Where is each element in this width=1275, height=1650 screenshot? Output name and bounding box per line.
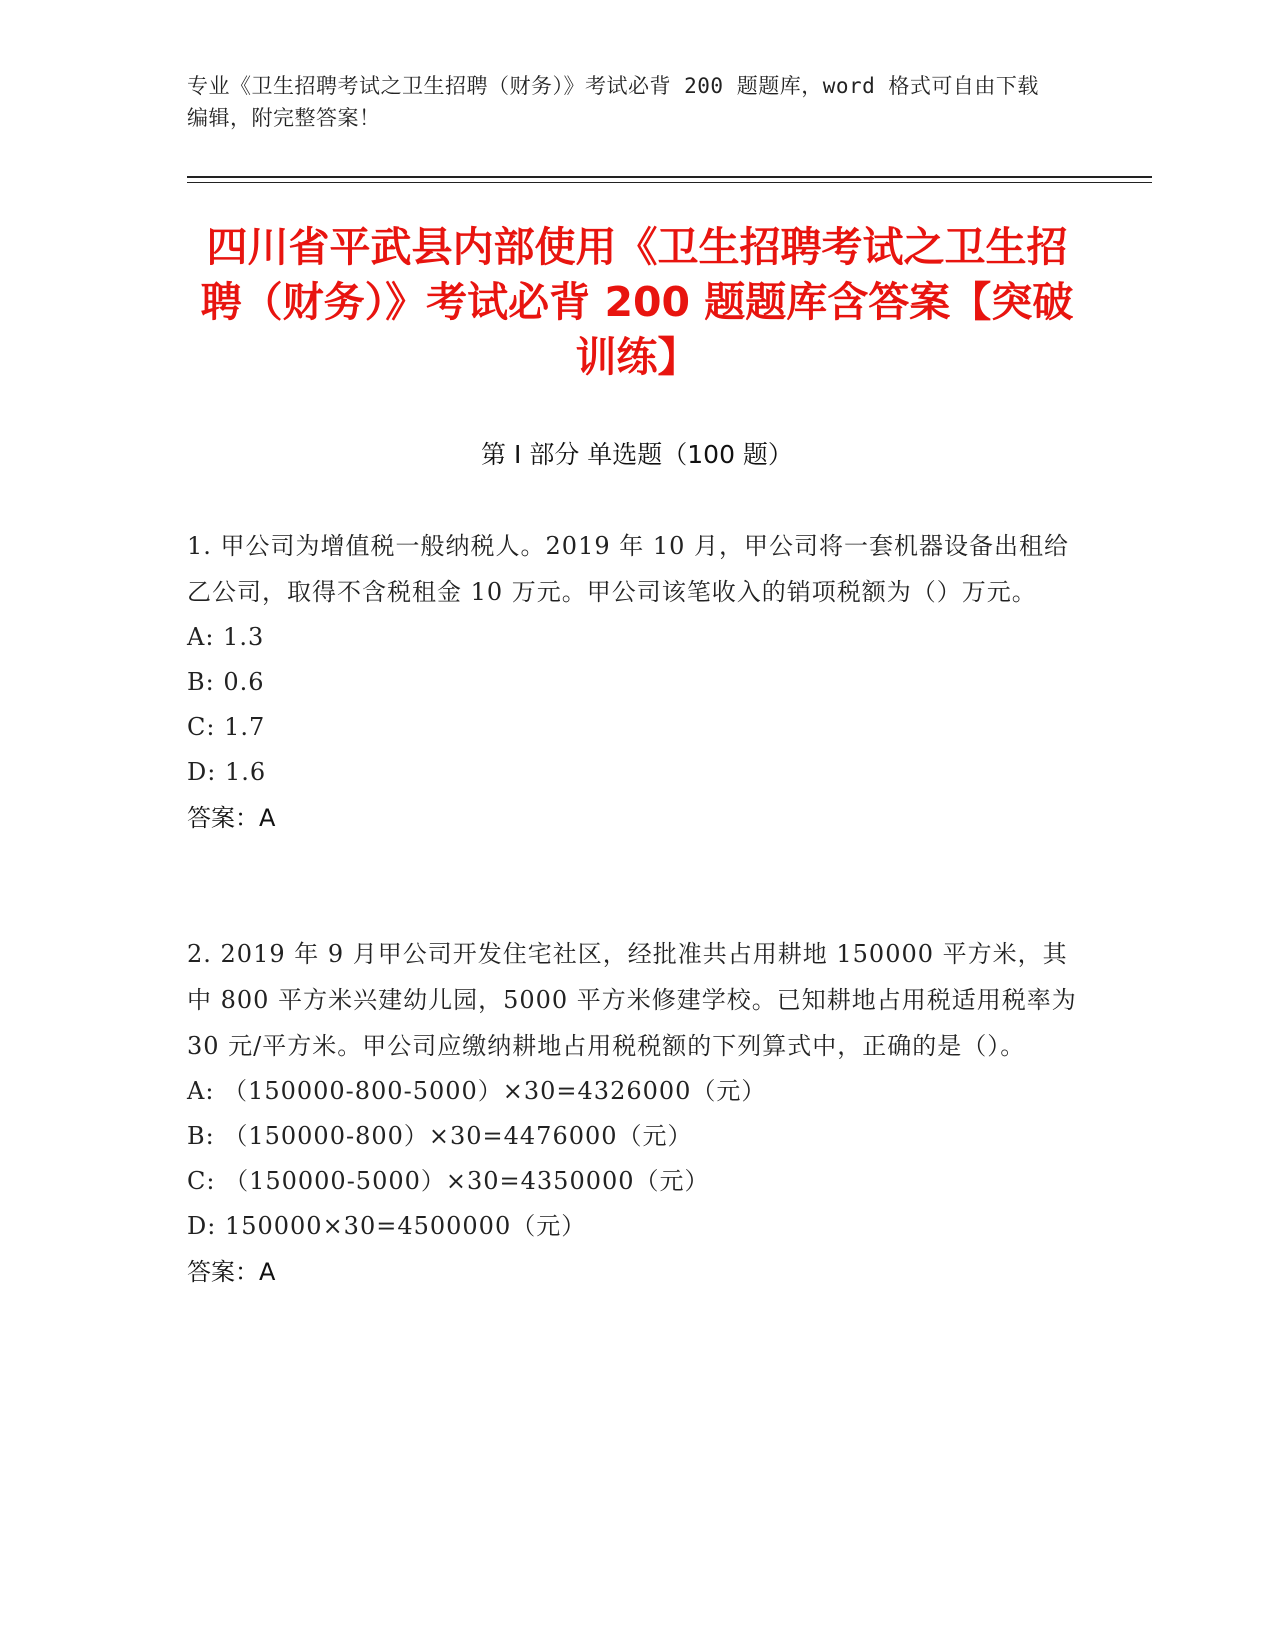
document-title: 四川省平武县内部使用《卫生招聘考试之卫生招聘（财务）》考试必背 200 题题库含答案【突破训练】 bbox=[200, 223, 1074, 381]
section-heading: 第 I 部分 单选题（100 题） bbox=[481, 440, 793, 469]
option-b: B: 0.6 bbox=[187, 668, 265, 696]
header-note: 专业《卫生招聘考试之卫生招聘（财务）》考试必背 200 题题库，word 格式可自由下载编辑，附完整答案！ bbox=[187, 74, 1039, 130]
question-1 bbox=[187, 523, 1087, 841]
option-b: B: （150000-800）×30=4476000（元） bbox=[187, 1122, 693, 1150]
option-c: C: （150000-5000）×30=4350000（元） bbox=[187, 1167, 710, 1195]
option-d: D: 1.6 bbox=[187, 758, 267, 786]
header-divider-thin bbox=[187, 182, 1152, 183]
option-a: A: 1.3 bbox=[187, 623, 265, 651]
question-2 bbox=[187, 931, 1087, 1295]
answer-line: 答案：A bbox=[187, 804, 276, 832]
question-stem: 2. 2019 年 9 月甲公司开发住宅社区，经批准共占用耕地 150000 平方米，其中 800 平方米兴建幼儿园，5000 平方米修建学校。已知耕地占用税适用税率为 30 元/平方米。甲公司应缴纳耕地占用税税额的下列算式中，正确的是（）。 bbox=[187, 940, 1077, 1060]
answer-line: 答案：A bbox=[187, 1258, 276, 1286]
question-stem: 1. 甲公司为增值税一般纳税人。2019 年 10 月，甲公司将一套机器设备出租给乙公司，取得不含税租金 10 万元。甲公司该笔收入的销项税额为（）万元。 bbox=[187, 532, 1070, 606]
header-divider-thick bbox=[187, 176, 1152, 178]
option-a: A: （150000-800-5000）×30=4326000（元） bbox=[187, 1077, 767, 1105]
option-d: D: 150000×30=4500000（元） bbox=[187, 1212, 587, 1240]
option-c: C: 1.7 bbox=[187, 713, 266, 741]
